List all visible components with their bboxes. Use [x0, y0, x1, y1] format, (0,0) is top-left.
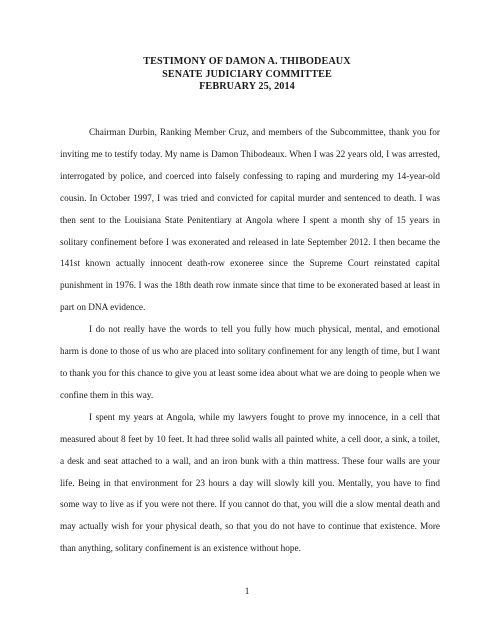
document-header — [0, 56, 494, 94]
page-number: 1 — [244, 587, 250, 597]
header-date: FEBRUARY 25, 2014 — [199, 81, 295, 93]
header-title: TESTIMONY OF DAMON A. THIBODEAUX — [143, 56, 351, 67]
header-committee: SENATE JUDICIARY COMMITTEE — [162, 68, 332, 80]
paragraph-introduction: Chairman Durbin, Ranking Member Cruz, and members of the Subcommittee, thank you for inviting me to testify today. My name is Damon Thibodeaux. When I was 22 years old, I was arrested, interrogated by police, and coerced into falsely confessing to raping and murdering my 14-year-old cousin. In October 1997, I was tried and convicted for capital murder and sentenced to death. I was then sent to the Louisiana State Penitentiary at Angola where I spent a month shy of 15 years in solitary confinement before I was exonerated and released in late September 2012. I then became the 141st known actually innocent death-row exoneree since the Supreme Court reinstated capital punishment in 1976. I was the 18th death row inmate since that time to be exonerated based at least in part on DNA evidence. — [60, 128, 440, 314]
paragraph-harm: I do not really have the words to tell you fully how much physical, mental, and emotional harm is done to those of us who are placed into solitary confinement for any length of time, but I want to thank you for this chance to give you at least some idea about what we are doing to people when we confine them in this way. — [60, 325, 440, 401]
paragraph-cell: I spent my years at Angola, while my lawyers fought to prove my innocence, in a cell that measured about 8 feet by 10 feet. It had three solid walls all painted white, a cell door, a sink, a toilet, a desk and seat attached to a wall, and an iron bunk with a thin mattress. These four walls are your life. Being in that environment for 23 hours a day will slowly kill you. Mentally, you have to find some way to live as if you were not there. If you cannot do that, you will die a slow mental death and may actually wish for your physical death, so that you do not have to continue that existence. More than anything, solitary confinement is an existence without hope. — [60, 412, 440, 555]
document-body — [60, 123, 440, 561]
